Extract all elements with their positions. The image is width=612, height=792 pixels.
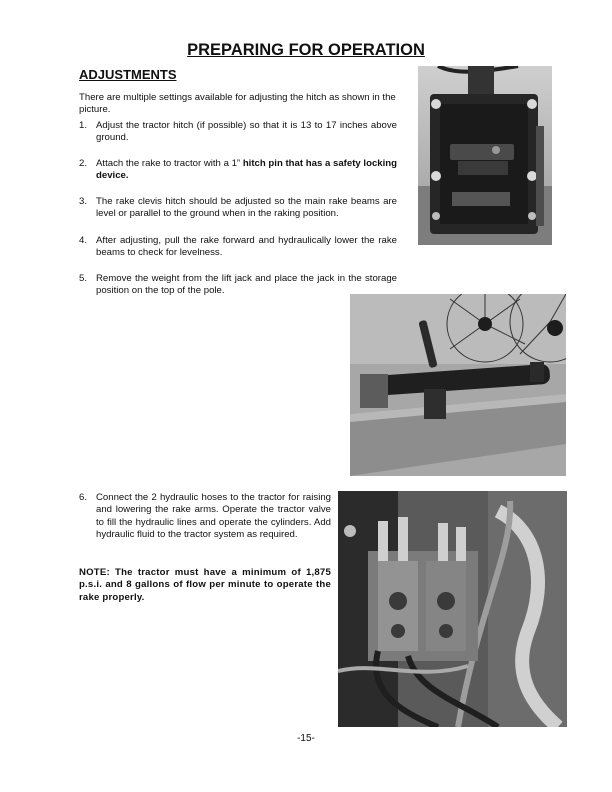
step-2	[79, 158, 397, 183]
step-text: The rake clevis hitch should be adjusted so the main rake beams are level or parallel to the ground when in the raking position.	[96, 196, 397, 220]
step-number: 1.	[79, 120, 88, 131]
page-number: -15-	[297, 733, 315, 744]
step-6	[79, 492, 331, 542]
page-title: PREPARING FOR OPERATION	[187, 41, 425, 59]
step-text: After adjusting, pull the rake forward and hydraulically lower the rake beams to check for levelness.	[96, 235, 397, 259]
hitch-photo	[418, 66, 552, 245]
section-heading: ADJUSTMENTS	[79, 67, 177, 82]
step-number: 4.	[79, 235, 88, 246]
step-text: Adjust the tractor hitch (if possible) so that it is 13 to 17 inches above ground.	[96, 120, 397, 144]
step-text	[96, 158, 397, 183]
step-number: 6.	[79, 492, 88, 503]
jack-photo	[350, 294, 566, 476]
step-text: Connect the 2 hydraulic hoses to the tractor for raising and lowering the rake arms. Operate the tractor valve to fill the hydraulic lines and operate the cylinders. Add hydraulic fluid to the tractor system as required.	[96, 492, 331, 541]
step-4	[79, 235, 397, 260]
step-1	[79, 120, 397, 145]
step-text-plain: Attach the rake to tractor with a 1”	[96, 158, 243, 169]
hydraulics-photo	[338, 491, 567, 727]
step-text-bold: hitch pin that has a safety locking device.	[96, 158, 398, 182]
note-text: The tractor must have a minimum of 1,875 p.s.i. and 8 gallons of flow per minute to operate the rake properly.	[79, 567, 331, 603]
note-block	[79, 567, 331, 604]
step-number: 2.	[79, 158, 88, 169]
intro-paragraph: There are multiple settings available for adjusting the hitch as shown in the picture.	[79, 92, 396, 116]
step-3	[79, 196, 397, 221]
step-number: 3.	[79, 196, 88, 207]
step-number: 5.	[79, 273, 88, 284]
note-label: NOTE:	[79, 567, 110, 578]
step-text: Remove the weight from the lift jack and place the jack in the storage position on the top of the pole.	[96, 273, 397, 297]
